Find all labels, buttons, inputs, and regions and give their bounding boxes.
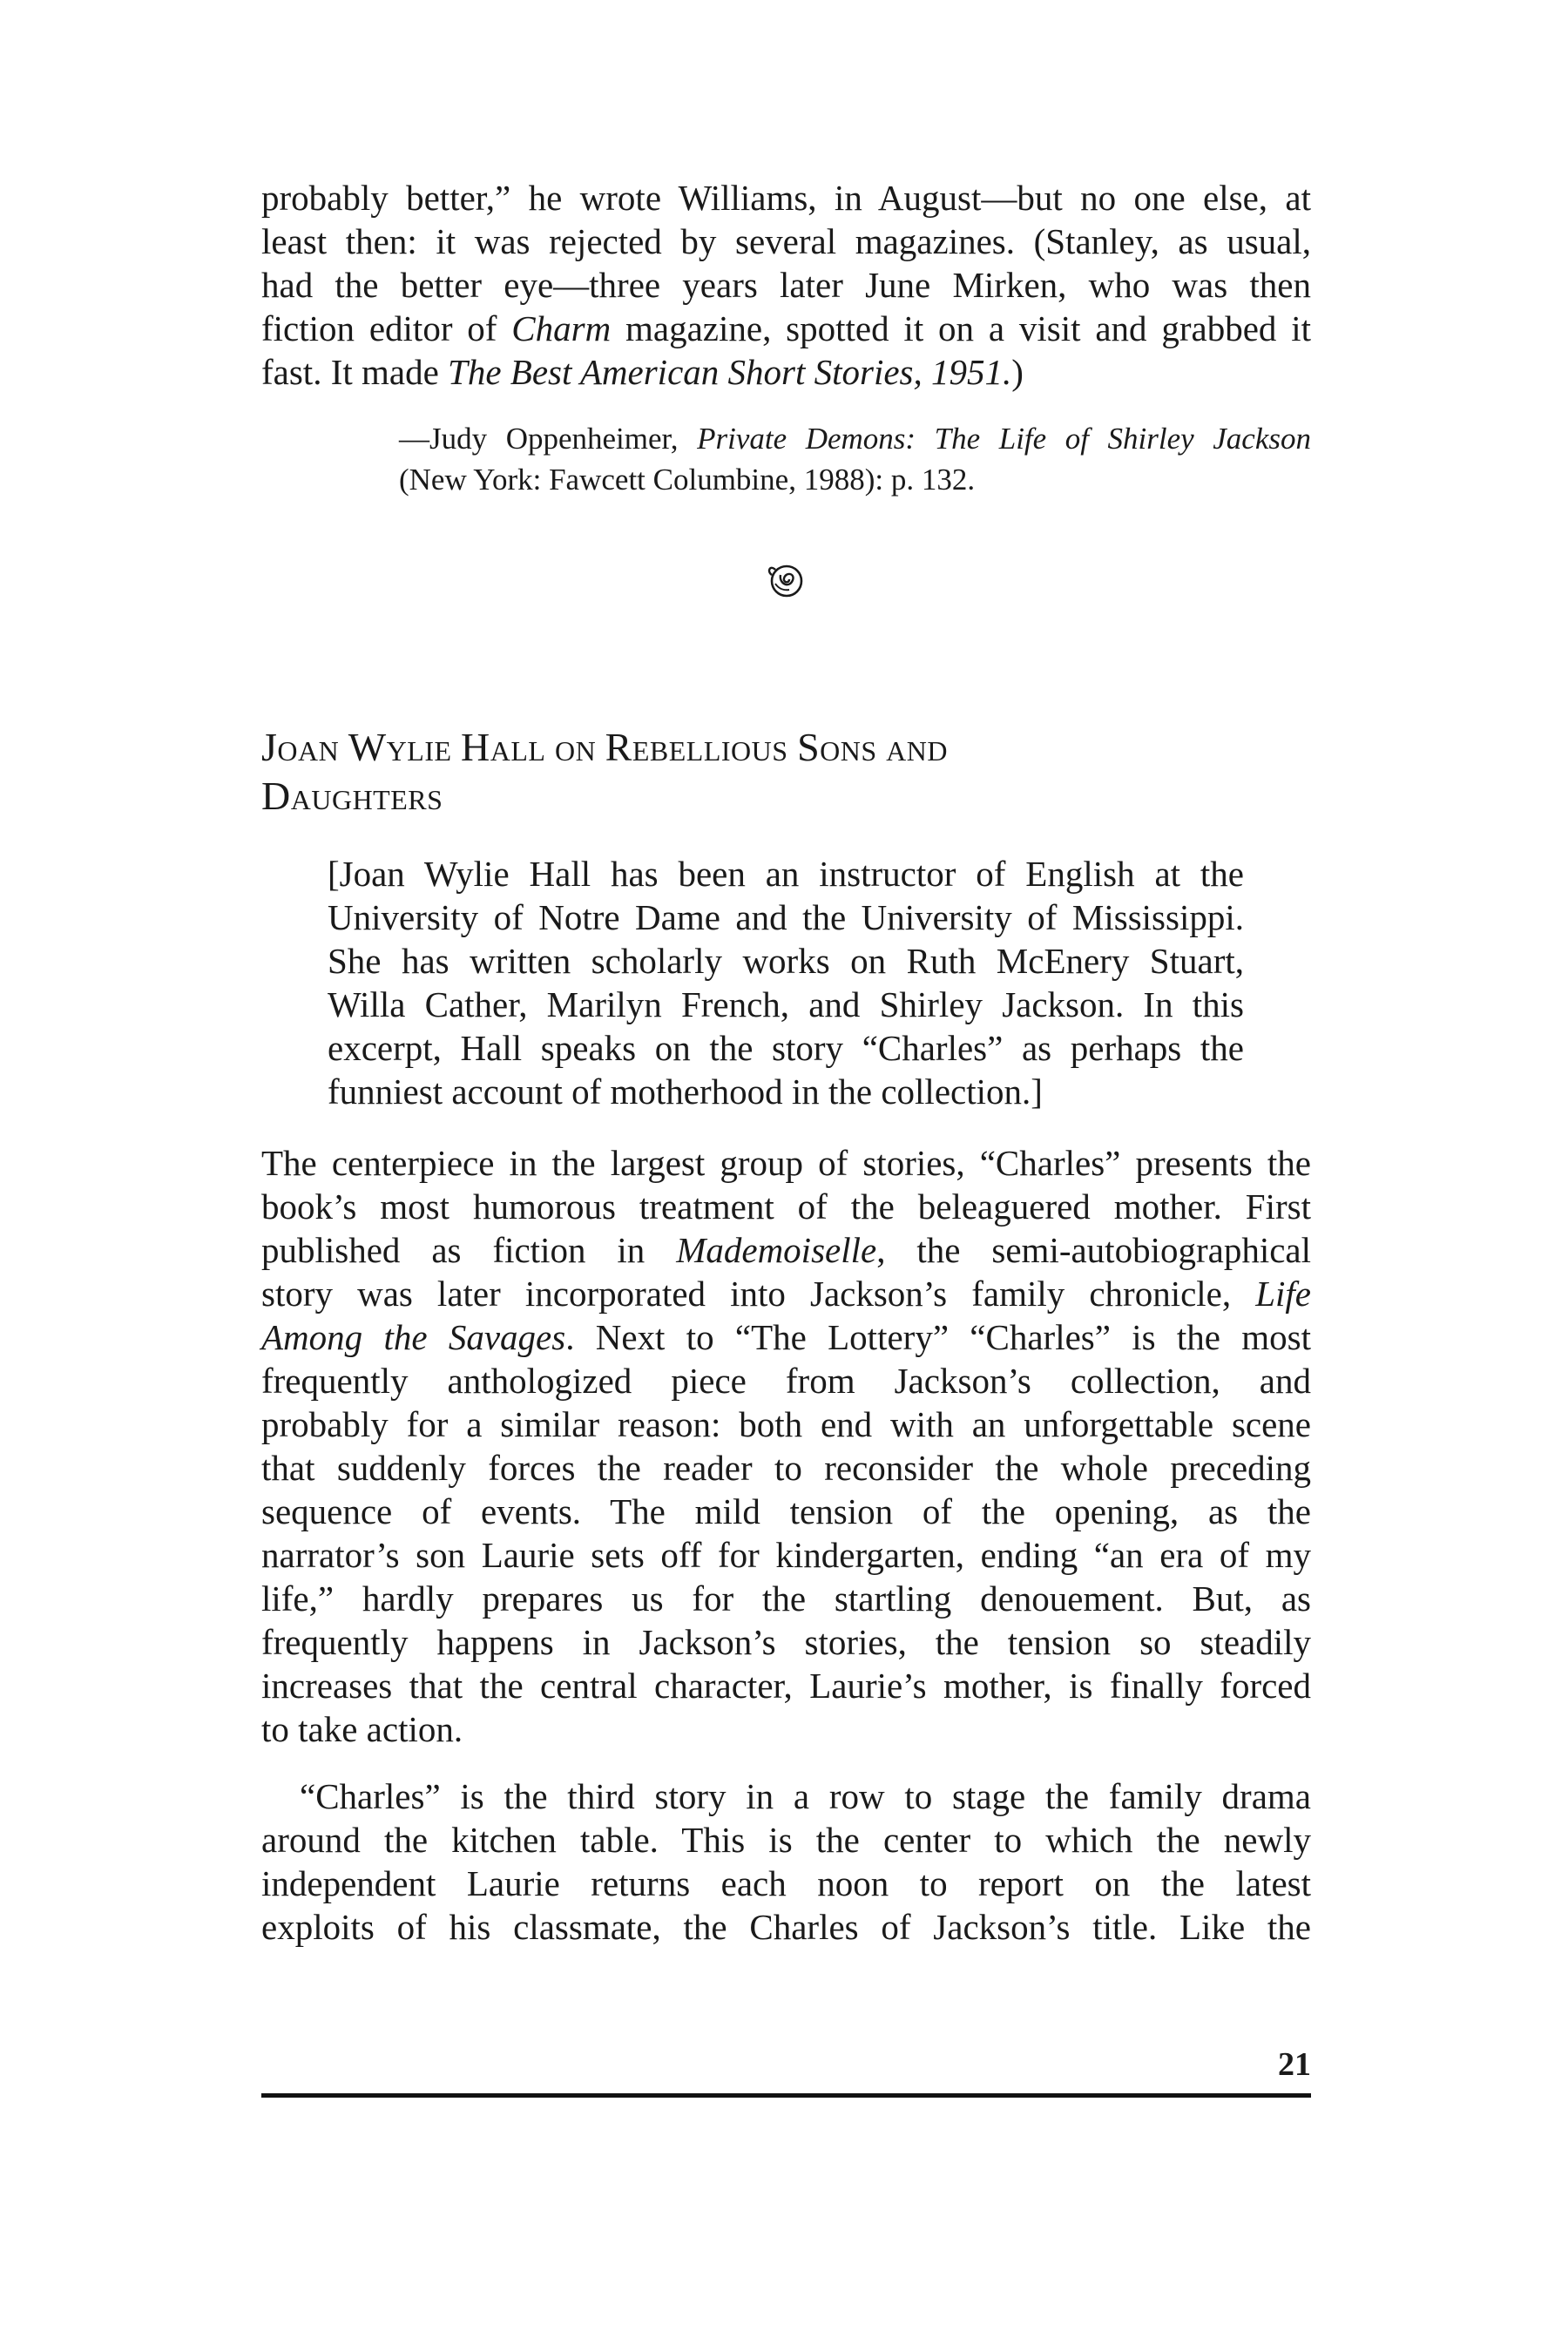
text-line: had the better eye—three years later June Mirken, who was then	[261, 265, 1311, 305]
text-line: excerpt, Hall speaks on the story “Charles” as perhaps the	[328, 1028, 1244, 1068]
citation-line: —Judy Oppenheimer, Private Demons: The Life of Shirley Jackson	[399, 422, 1311, 456]
book-title: Life	[1255, 1274, 1311, 1314]
citation	[399, 418, 1311, 500]
magazine-title: Mademoiselle	[676, 1230, 877, 1270]
body-paragraph-1	[261, 1141, 1311, 1751]
text-line: to take action.	[261, 1709, 463, 1749]
text-line: frequently anthologized piece from Jackson’s collection, and	[261, 1361, 1311, 1401]
book-title: Among the Savages	[261, 1317, 566, 1357]
text-line: around the kitchen table. This is the center to which the newly	[261, 1820, 1311, 1860]
text-line: increases that the central character, Laurie’s mother, is finally forced	[261, 1666, 1311, 1706]
text-line: narrator’s son Laurie sets off for kindergarten, ending “an era of my	[261, 1535, 1311, 1575]
text-line: life,” hardly prepares us for the startling denouement. But, as	[261, 1578, 1311, 1619]
text-line: fiction editor of Charm magazine, spotted it on a visit and grabbed it	[261, 308, 1311, 348]
anthology-title: The Best American Short Stories, 1951.	[448, 352, 1012, 392]
citation-book-title: Private Demons: The Life of Shirley Jackson	[697, 422, 1311, 456]
text-line: independent Laurie returns each noon to report on the latest	[261, 1863, 1311, 1903]
book-page: probably better,” he wrote Williams, in August—but no one else, at least then: it was rejected by several magazines. (Stanley, as usual, had the better eye—three years later June Mirken, who was then fiction editor of Charm magazine, spotted it on a visit and grabbed it fast. It made The Best American Short Stories, 1951.) —Judy Oppenheimer, Private Demons: The Life of Shirley Jackson (New York: Fawcett Columbine, 1988): p. 132. JOAN WYLIE HALL ON REBELLIOUS SONS AND DAUGHTERS [Joan Wylie Hall has been an instructor of English at the University of Notre Dame and the University of Mississippi. She has written scholarly works on Ruth McEnery Stuart, Willa Cather, Marilyn French, and Shirley Jackson. In this excerpt, Hall speaks on the story “Charles” as perhaps the funniest account of motherhood in the collection.] The centerpiece in the largest group of stories, “Charles” presents the book’s most humorous treatment of the beleaguered mother. First published as fiction in Mademoiselle, the semi-autobiographical story was later incorporated into Jackson’s family chronicle, Life Among the Savages. Next to “The Lottery” “Charles” is the most frequently anthologized piece from Jackson’s collection, and probably for a similar reason: both end with an unforgettable scene that suddenly forces the reader to reconsider the whole preceding sequence of events. The mild tension of the opening, as the narrator’s son Laurie sets off for kindergarten, ending “an era of my life,” hardly prepares us for the startling denouement. But, as frequently happens in Jackson’s stories, the tension so steadily increases that the central character, Laurie’s mother, is finally forced to take action. “Charles” is the third story in a row to stage the family drama around the kitchen table. This is the center to which the newly independent Laurie returns each noon to report on the latest exploits of his classmate, the Charles of Jackson’s title. Like the 21	[0, 0, 1568, 2352]
text-line: published as fiction in Mademoiselle, the semi-autobiographical	[261, 1230, 1311, 1270]
text-line: probably for a similar reason: both end with an unforgettable scene	[261, 1404, 1311, 1444]
text-line: probably better,” he wrote Williams, in August—but no one else, at	[261, 178, 1311, 218]
text-line: University of Notre Dame and the University of Mississippi.	[328, 897, 1244, 937]
footer-rule	[261, 2093, 1311, 2098]
text-line: exploits of his classmate, the Charles of Jackson’s title. Like the	[261, 1907, 1311, 1947]
text-line: Among the Savages. Next to “The Lottery” “Charles” is the most	[261, 1317, 1312, 1357]
text-line: least then: it was rejected by several magazines. (Stanley, as usual,	[261, 221, 1311, 261]
editorial-intro	[328, 852, 1244, 1113]
text-line: funniest account of motherhood in the collection.]	[328, 1071, 1043, 1112]
text-line: sequence of events. The mild tension of the opening, as the	[261, 1491, 1311, 1531]
text-line: “Charles” is the third story in a row to stage the family drama	[300, 1776, 1311, 1816]
text-line: book’s most humorous treatment of the beleaguered mother. First	[261, 1186, 1311, 1227]
text-line: story was later incorporated into Jackson’s family chronicle, Life	[261, 1274, 1311, 1314]
body-paragraph-2	[261, 1774, 1311, 1949]
magazine-title: Charm	[511, 308, 612, 348]
text-line: fast. It made The Best American Short Stories, 1951.)	[261, 352, 1024, 392]
text-line: She has written scholarly works on Ruth McEnery Stuart,	[328, 941, 1244, 981]
text-line: that suddenly forces the reader to reconsider the whole preceding	[261, 1448, 1311, 1488]
top-paragraph	[261, 176, 1311, 394]
text-line: [Joan Wylie Hall has been an instructor of English at the	[328, 854, 1244, 894]
text-line: frequently happens in Jackson’s stories, the tension so steadily	[261, 1622, 1311, 1662]
text-line: The centerpiece in the largest group of stories, “Charles” presents the	[261, 1143, 1311, 1183]
floral-ornament-icon	[763, 558, 808, 603]
text-line: Willa Cather, Marilyn French, and Shirley Jackson. In this	[328, 984, 1244, 1024]
citation-line: (New York: Fawcett Columbine, 1988): p. 132.	[399, 463, 976, 497]
section-heading: JOAN WYLIE HALL ON REBELLIOUS SONS AND DAUGHTERS	[261, 725, 948, 818]
